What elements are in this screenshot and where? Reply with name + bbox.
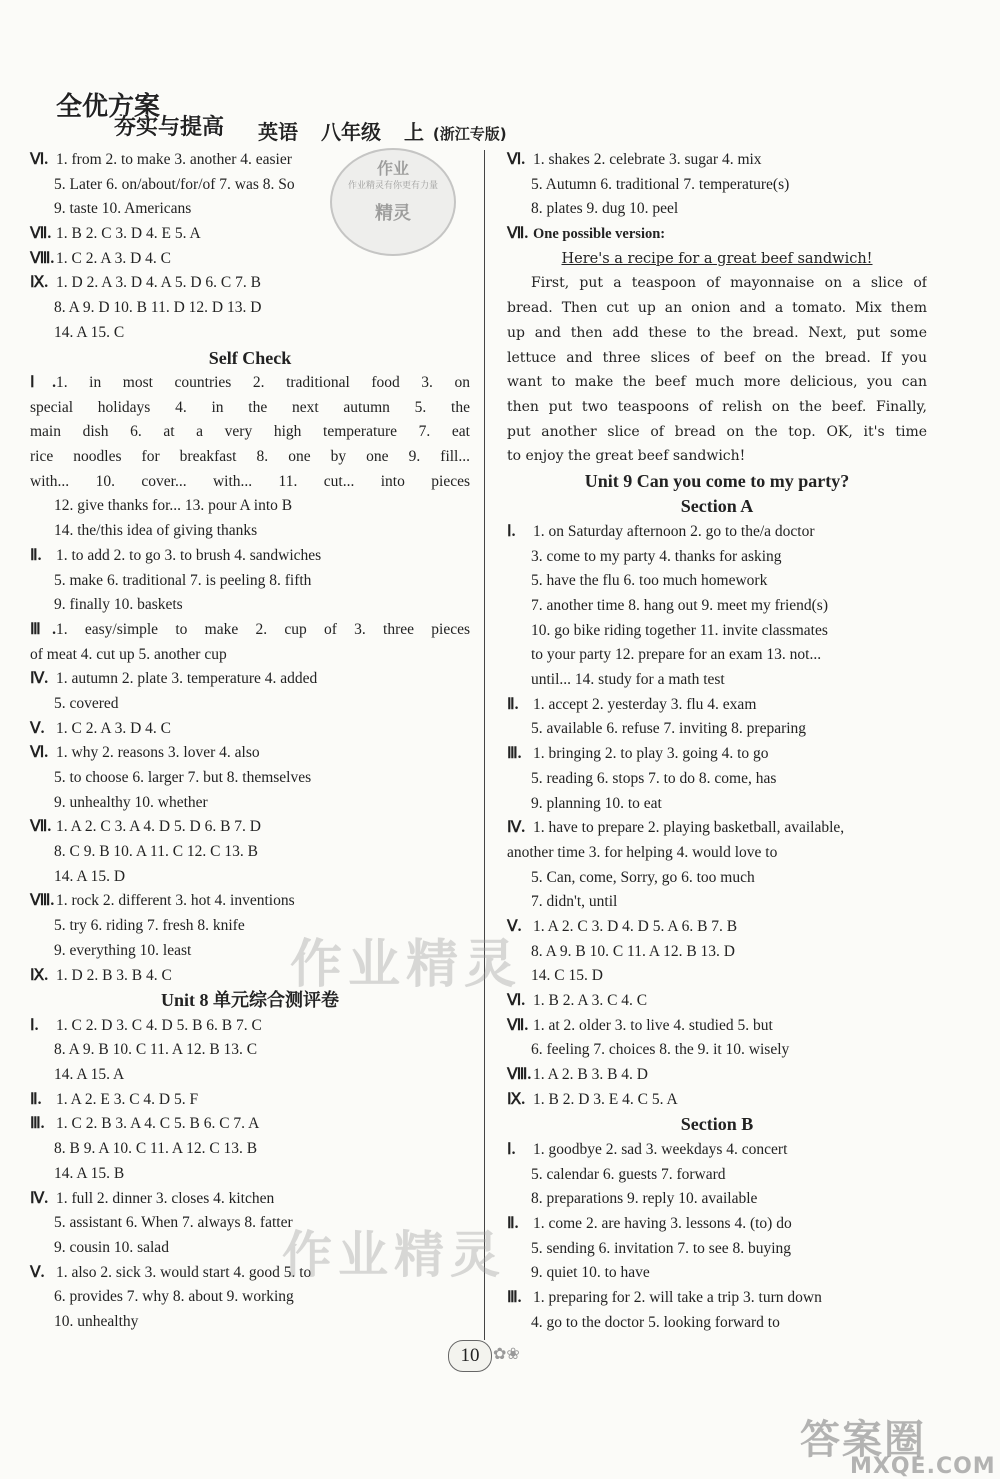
question-number: Ⅰ. [507, 522, 516, 540]
answer-text: 1. from 2. to make 3. another 4. easier [56, 151, 292, 168]
essay-line [507, 370, 927, 395]
answer-text: 1. B 2. C 3. D 4. E 5. A [56, 225, 201, 243]
answer-text: 10. go bike riding together 11. invite classmates [531, 621, 828, 639]
question-number: Ⅶ. [30, 225, 52, 243]
answer-line [30, 396, 470, 421]
essay-line [507, 296, 927, 321]
answer-line [507, 742, 927, 767]
answer-line [30, 889, 470, 914]
answer-text: 1. B 2. A 3. C 4. C [533, 992, 648, 1009]
answer-text: 3. come to my party 4. thanks for asking [531, 547, 782, 565]
column-divider [484, 150, 485, 1340]
answer-text: want to make the beef much more delicious, you can [507, 374, 927, 391]
answer-text: 1. C 2. A 3. D 4. C [56, 249, 171, 267]
answer-text: 1. A 2. E 3. C 4. D 5. F [56, 1090, 199, 1108]
answer-line [507, 767, 927, 792]
question-number: Ⅰ. [507, 1140, 516, 1158]
answer-line [507, 643, 927, 668]
answer-text: 1. C 2. A 3. D 4. C [56, 719, 171, 737]
volume: 上 [403, 120, 424, 144]
logo-line2: 夯实与提高 [114, 115, 225, 140]
answer-line [507, 668, 927, 693]
answer-line [30, 494, 470, 519]
answer-text: 1. in most countries 2. traditional food 3. on [56, 374, 470, 391]
answer-line [30, 1162, 470, 1187]
question-number: Ⅳ. [507, 819, 526, 837]
question-number: Ⅶ. [507, 1016, 529, 1034]
answer-line [30, 791, 470, 816]
answer-text: put another slice of bread on the top. OK, it's time [507, 423, 927, 440]
watermark-text: 作业精灵 [290, 935, 523, 995]
answer-line [507, 792, 927, 817]
essay-line [507, 420, 927, 445]
essay-line [507, 395, 927, 420]
answer-text: 14. A 15. D [54, 867, 126, 885]
answer-text: 6. provides 7. why 8. about 9. working [54, 1288, 294, 1306]
answer-line [30, 1285, 470, 1310]
answer-line [507, 1138, 927, 1163]
corner-watermark-title: 答案圈 [800, 1417, 926, 1463]
answer-line [507, 1063, 927, 1088]
answer-line [507, 1088, 927, 1113]
answer-line [30, 470, 470, 495]
answer-text: 5. covered [54, 694, 119, 712]
question-number: Ⅲ. [507, 1289, 522, 1307]
answer-line [30, 321, 470, 346]
answer-line [507, 222, 927, 247]
answer-line [507, 1038, 927, 1063]
question-number: Ⅱ. [507, 1215, 519, 1232]
answer-text: 9. quiet 10. to have [531, 1264, 650, 1282]
answer-text: 5. sending 6. invitation 7. to see 8. buying [531, 1239, 792, 1257]
answer-line [507, 915, 927, 940]
answer-line [30, 618, 470, 643]
answer-text: another time 3. for helping 4. would love to [507, 843, 778, 861]
answer-line [30, 1137, 470, 1162]
answer-line [30, 815, 470, 840]
answer-text: rice noodles for breakfast 8. one by one 9. fill... [30, 448, 470, 466]
answer-line [30, 865, 470, 890]
answer-text: 8. A 9. B 10. C 11. A 12. B 13. C [54, 1041, 258, 1059]
answer-text: lettuce and three slices of beef on the bread. If you [507, 349, 927, 366]
answer-text: with... 10. cover... with... 11. cut... into pieces [30, 472, 470, 490]
answer-text: 1. accept 2. yesterday 3. flu 4. exam [533, 695, 757, 713]
answer-text: 5. reading 6. stops 7. to do 8. come, has [531, 769, 777, 787]
book-logo [48, 86, 238, 140]
section-heading: Self Check [208, 347, 292, 368]
answer-text: 1. easy/simple to make 2. cup of 3. three pieces [56, 620, 470, 638]
answer-line [30, 692, 470, 717]
question-number: Ⅱ. [507, 695, 519, 713]
answer-line [507, 964, 927, 989]
answer-line [507, 989, 927, 1014]
answer-text: 5. Later 6. on/about/for/of 7. was 8. So [54, 175, 295, 193]
answer-line [507, 717, 927, 742]
answer-text: 1. on Saturday afternoon 2. go to the/a doctor [533, 522, 815, 540]
answer-text: 14. A 15. A [54, 1066, 125, 1084]
corner-watermark-url: MXQE.COM [850, 1454, 996, 1479]
answer-text: 1. rock 2. different 3. hot 4. inventions [56, 892, 295, 910]
answer-line [30, 643, 470, 668]
answer-text: 7. didn't, until [531, 893, 618, 911]
answer-text: 1. C 2. B 3. A 4. C 5. B 6. C 7. A [56, 1115, 260, 1133]
question-number: Ⅵ. [507, 992, 526, 1009]
answer-text: 8. preparations 9. reply 10. available [531, 1190, 758, 1208]
answer-text: 5. available 6. refuse 7. inviting 8. preparing [531, 720, 807, 738]
answer-line [30, 445, 470, 470]
right-column [507, 148, 927, 1335]
answer-text: 1. come 2. are having 3. lessons 4. (to) do [533, 1215, 792, 1232]
question-number: Ⅵ. [30, 744, 49, 762]
question-number: Ⅰ. [30, 1016, 39, 1034]
answer-line [507, 148, 927, 173]
question-number: Ⅰ. [30, 374, 56, 391]
question-number: Ⅳ. [30, 1189, 49, 1207]
answer-line [30, 569, 470, 594]
stamp-middle: 作业精灵有你更有力量 [347, 181, 438, 191]
watermark-text: 作业精灵 [282, 1226, 506, 1284]
answer-text: 1. B 2. D 3. E 4. C 5. A [533, 1090, 678, 1108]
answer-line [30, 1088, 470, 1113]
answer-text: 5. try 6. riding 7. fresh 8. knife [54, 917, 245, 935]
answer-text: 1. bringing 2. to play 3. going 4. to go [533, 745, 769, 763]
answer-text: until... 14. study for a math test [531, 671, 725, 689]
question-number: Ⅷ. [30, 892, 55, 910]
answer-line [507, 841, 927, 866]
answer-text: 14. A 15. B [54, 1164, 125, 1182]
essay-line [507, 271, 927, 296]
page-number: 10 [448, 1340, 492, 1372]
answer-text: of meat 4. cut up 5. another cup [30, 645, 227, 663]
answer-line [507, 940, 927, 965]
answer-line [507, 569, 927, 594]
stamp-top: 作业 [376, 159, 409, 178]
answer-line [30, 741, 470, 766]
answer-line [507, 197, 927, 222]
answer-line [507, 866, 927, 891]
answer-text: 8. B 9. A 10. C 11. A 12. C 13. B [54, 1140, 258, 1158]
essay-label: One possible version: [533, 226, 666, 243]
edition: (浙江专版) [432, 125, 507, 143]
subject: 英语 [258, 120, 298, 144]
section-heading: Unit 8 单元综合测评卷 [160, 990, 339, 1011]
answer-line [507, 1311, 927, 1336]
answer-text: 5. have the flu 6. too much homework [531, 572, 768, 590]
answer-text: 14. the/this idea of giving thanks [54, 522, 258, 540]
question-number: Ⅶ. [30, 818, 52, 836]
answer-text: 5. Can, come, Sorry, go 6. too much [531, 868, 755, 886]
answer-text: 6. feeling 7. choices 8. the 9. it 10. wisely [531, 1041, 790, 1059]
answer-text: to enjoy the great beef sandwich! [507, 448, 746, 465]
grade: 八年级 [320, 120, 381, 144]
answer-line [30, 544, 470, 569]
answer-text: 8. A 9. B 10. C 11. A 12. B 13. D [531, 942, 735, 960]
answer-text: 14. C 15. D [531, 967, 603, 985]
answer-text: 1. have to prepare 2. playing basketball, available, [533, 819, 845, 837]
corner-watermark [800, 1408, 996, 1479]
left-column [30, 148, 470, 1335]
answer-text: 1. D 2. A 3. D 4. A 5. D 6. C 7. B [56, 274, 261, 292]
answer-line [507, 1014, 927, 1039]
answer-text: then put two teaspoons of relish on the beef. Finally, [507, 398, 927, 415]
answer-text: 1. C 2. D 3. C 4. D 5. B 6. B 7. C [56, 1016, 262, 1034]
section-heading: Section B [680, 1114, 754, 1135]
answer-line [507, 693, 927, 718]
question-number: Ⅸ. [30, 966, 49, 984]
answer-text: 1. autumn 2. plate 3. temperature 4. added [56, 670, 318, 688]
question-number: Ⅵ. [507, 151, 526, 168]
answer-line [30, 1014, 470, 1039]
question-number: Ⅴ. [30, 1263, 45, 1281]
question-number: Ⅲ. [30, 1115, 45, 1133]
question-number: Ⅱ. [30, 1090, 42, 1108]
answer-line [30, 1112, 470, 1137]
answer-line [507, 1163, 927, 1188]
question-number: Ⅴ. [507, 917, 522, 935]
answer-text: 1. A 2. B 3. B 4. D [533, 1066, 648, 1084]
answer-text: 5. make 6. traditional 7. is peeling 8. fifth [54, 571, 312, 589]
answer-text: 1. full 2. dinner 3. closes 4. kitchen [56, 1189, 275, 1207]
answer-line [507, 1237, 927, 1262]
answer-line [30, 519, 470, 544]
answer-text: bread. Then cut up an onion and a tomato. Mix them [507, 300, 927, 317]
answer-text: 1. shakes 2. celebrate 3. sugar 4. mix [533, 151, 762, 168]
answer-line [30, 593, 470, 618]
answer-line [507, 619, 927, 644]
answer-line [30, 1187, 470, 1212]
stamp-bottom: 精灵 [375, 203, 411, 224]
answer-text: 9. finally 10. baskets [54, 596, 183, 614]
answer-text: 1. also 2. sick 3. would start 4. good 5. to [56, 1263, 312, 1281]
essay-line [507, 444, 927, 469]
answer-line [30, 1038, 470, 1063]
answer-line [507, 1212, 927, 1237]
question-number: Ⅷ. [507, 1066, 532, 1084]
answer-text: 1. goodbye 2. sad 3. weekdays 4. concert [533, 1140, 788, 1158]
answer-line [30, 296, 470, 321]
answer-text: 1. A 2. C 3. D 4. D 5. A 6. B 7. B [533, 917, 738, 935]
answer-text: 10. unhealthy [54, 1312, 139, 1330]
section-heading: Unit 9 Can you come to my party? [584, 470, 850, 491]
answer-text: 8. A 9. D 10. B 11. D 12. D 13. D [54, 299, 262, 317]
question-number: Ⅳ. [30, 670, 49, 688]
answer-line [30, 840, 470, 865]
answer-line [507, 1187, 927, 1212]
answer-line [507, 594, 927, 619]
answer-text: 7. another time 8. hang out 9. meet my friend(s) [531, 597, 829, 614]
answer-line [30, 1063, 470, 1088]
answer-text: 9. cousin 10. salad [54, 1238, 169, 1256]
answer-line [30, 420, 470, 445]
answer-text: 1. preparing for 2. will take a trip 3. turn down [533, 1289, 822, 1307]
answer-text: 1. A 2. C 3. A 4. D 5. D 6. B 7. D [56, 818, 261, 836]
answer-line [507, 1261, 927, 1286]
question-number: Ⅸ. [30, 274, 49, 292]
answer-text: First, put a teaspoon of mayonnaise on a slice of [531, 275, 927, 292]
answer-line [30, 1310, 470, 1335]
answer-text: 9. taste 10. Americans [54, 200, 192, 218]
answer-line [30, 667, 470, 692]
answer-text: 1. D 2. B 3. B 4. C [56, 966, 172, 984]
answer-text: special holidays 4. in the next autumn 5. the [30, 398, 470, 416]
answer-line [30, 271, 470, 296]
question-number: Ⅶ. [507, 225, 529, 243]
answer-text: 1. why 2. reasons 3. lover 4. also [56, 744, 260, 762]
question-number: Ⅵ. [30, 151, 49, 168]
answer-line [30, 717, 470, 742]
answer-text: 5. Autumn 6. traditional 7. temperature(s) [531, 175, 790, 193]
answer-text: 5. assistant 6. When 7. always 8. fatter [54, 1214, 293, 1232]
essay-title: Here's a recipe for a great beef sandwich! [561, 250, 873, 267]
answer-text: 9. planning 10. to eat [531, 794, 662, 812]
answer-line [507, 1286, 927, 1311]
section-heading: Section A [680, 496, 754, 517]
watermark-stamp [330, 148, 456, 256]
logo-line1: 全优方案 [56, 92, 161, 122]
answer-line [507, 545, 927, 570]
answer-text: 1. to add 2. to go 3. to brush 4. sandwiches [56, 546, 322, 564]
answer-text: up and then add these to the bread. Next, put some [507, 324, 927, 341]
question-number: Ⅴ. [30, 719, 45, 737]
answer-text: 4. go to the doctor 5. looking forward to [531, 1313, 780, 1331]
answer-line [30, 371, 470, 396]
question-number: Ⅱ. [30, 546, 42, 564]
answer-text: 9. unhealthy 10. whether [54, 793, 208, 811]
answer-line [507, 173, 927, 198]
answer-text: 1. at 2. older 3. to live 4. studied 5. but [533, 1016, 773, 1034]
answer-line [507, 816, 927, 841]
answer-text: 8. plates 9. dug 10. peel [531, 200, 679, 218]
answer-line [30, 766, 470, 791]
answer-text: 8. C 9. B 10. A 11. C 12. C 13. B [54, 843, 258, 861]
answer-text: 5. to choose 6. larger 7. but 8. themselves [54, 769, 312, 786]
answer-text: 12. give thanks for... 13. pour A into B [54, 497, 293, 515]
answer-text: 9. everything 10. least [54, 941, 192, 959]
answer-text: 14. A 15. C [54, 323, 125, 341]
answer-line [507, 890, 927, 915]
book-title [258, 116, 523, 145]
answer-line [507, 520, 927, 545]
question-number: Ⅸ. [507, 1090, 526, 1108]
page-header [48, 86, 608, 142]
answer-text: main dish 6. at a very high temperature 7. eat [30, 423, 470, 441]
question-number: Ⅲ. [507, 745, 522, 763]
answer-text: 5. calendar 6. guests 7. forward [531, 1165, 726, 1183]
answer-text: to your party 12. prepare for an exam 13. not... [531, 646, 822, 664]
essay-line [507, 346, 927, 371]
question-number: Ⅲ. [30, 620, 56, 638]
flower-ornament-icon: ✿❀ [493, 1346, 520, 1363]
essay-line [507, 321, 927, 346]
question-number: Ⅷ. [30, 249, 55, 267]
